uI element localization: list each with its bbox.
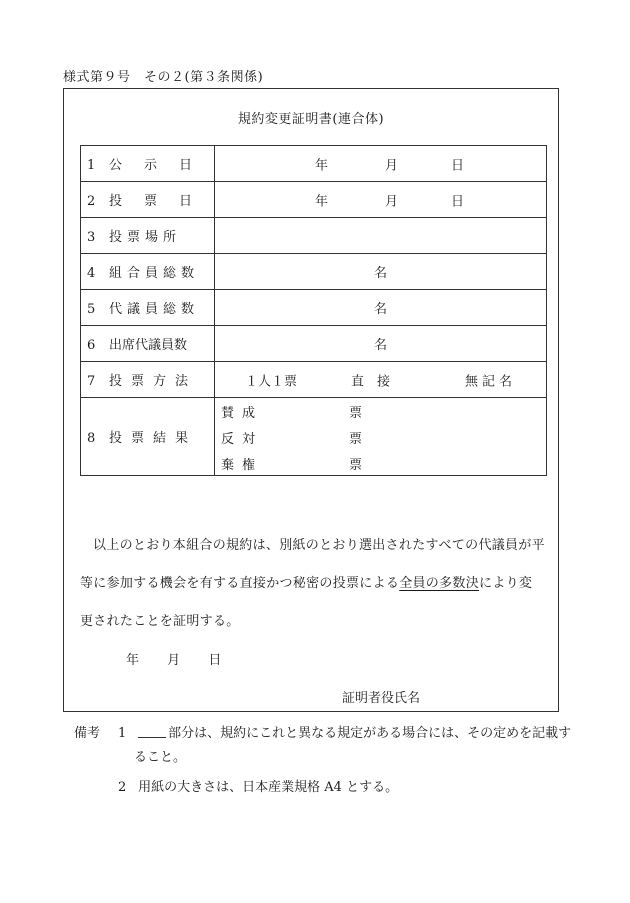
note-text: 部分は、規約にこれと異なる規定がある場合には、その定めを記載す: [168, 726, 572, 741]
certification-paragraph: [80, 527, 550, 641]
members-total-field[interactable]: [215, 254, 547, 290]
unit-label: 名: [374, 302, 388, 317]
remarks-section: [74, 722, 571, 800]
method-option: １人１票: [245, 374, 298, 389]
row-label-text: 代議員総数: [109, 302, 200, 317]
result-label: 棄権: [221, 458, 264, 473]
table-row: [81, 290, 547, 326]
form-number-label: 様式第９号 その２(第３条関係): [63, 70, 264, 85]
remarks-heading: 備考: [74, 726, 101, 741]
row-label: [81, 146, 215, 182]
paragraph-line: [80, 565, 550, 603]
paragraph-text: 等に参加する機会を有する直接かつ秘密の投票による: [80, 576, 400, 591]
month-label: 月: [167, 653, 181, 668]
table-row: [81, 326, 547, 362]
paragraph-line: 以上のとおり本組合の規約は、別紙のとおり選出されたすべての代議員が平: [93, 538, 545, 553]
table-row: [81, 362, 547, 398]
note-item: [74, 722, 571, 746]
row-number: 2: [87, 194, 96, 209]
month-label: 月: [385, 158, 399, 173]
delegates-total-field[interactable]: [215, 290, 547, 326]
row-label: [81, 290, 215, 326]
row-label-text: 投票日: [109, 194, 215, 209]
day-label: 日: [451, 194, 465, 209]
row-number: 1: [87, 158, 96, 173]
row-label: [81, 398, 215, 476]
result-line: [221, 402, 362, 421]
note-number: 2: [118, 780, 127, 795]
month-label: 月: [385, 194, 399, 209]
table-row: [81, 218, 547, 254]
row-number: 7: [87, 374, 96, 389]
method-option: 直 接: [351, 374, 391, 389]
certifier-title-name: 証明者役氏名: [342, 691, 421, 706]
day-label: 日: [451, 158, 465, 173]
day-label: 日: [208, 653, 222, 668]
row-number: 4: [87, 266, 96, 281]
row-number: 5: [87, 302, 96, 317]
row-label-text: 公示日: [109, 158, 215, 173]
voting-place-field[interactable]: [215, 218, 547, 254]
note-continuation: ること。: [134, 750, 187, 765]
note-number: 1: [118, 726, 127, 741]
underlined-phrase: 全員の多数決: [399, 576, 480, 591]
certificate-frame: [63, 88, 559, 712]
paragraph-text: により変: [479, 576, 533, 591]
row-number: 3: [87, 230, 96, 245]
year-label: 年: [315, 194, 329, 209]
result-line: [221, 428, 362, 447]
announcement-date-field[interactable]: [215, 146, 547, 182]
note-item: [74, 776, 571, 800]
row-label-text: 投票方法: [109, 374, 198, 389]
document-title: 規約変更証明書(連合体): [237, 112, 385, 127]
row-label-text: 投票場所: [109, 230, 182, 245]
row-number: 8: [87, 431, 96, 446]
result-label: 反対: [221, 432, 264, 447]
table-row: [81, 254, 547, 290]
voting-method-field: [215, 362, 547, 398]
note-text: 用紙の大きさは、日本産業規格 A4 とする。: [138, 780, 399, 795]
paragraph-line: 更されたことを証明する。: [80, 614, 240, 629]
result-line: [221, 454, 362, 473]
certificate-table: [80, 145, 547, 476]
row-number: 6: [87, 338, 96, 353]
row-label: [81, 326, 215, 362]
row-label-text: 投票結果: [109, 431, 198, 446]
certification-date[interactable]: [126, 649, 245, 668]
blank-underline: [138, 725, 166, 738]
result-unit: 票: [349, 406, 363, 421]
attending-delegates-field[interactable]: [215, 326, 547, 362]
year-label: 年: [315, 158, 329, 173]
method-option: 無記名: [465, 374, 517, 389]
table-row: [81, 146, 547, 182]
year-label: 年: [126, 653, 140, 668]
row-label: [81, 362, 215, 398]
table-row: [81, 398, 547, 476]
row-label: [81, 218, 215, 254]
unit-label: 名: [374, 338, 388, 353]
result-unit: 票: [349, 458, 363, 473]
row-label: [81, 254, 215, 290]
voting-date-field[interactable]: [215, 182, 547, 218]
result-label: 賛成: [221, 406, 264, 421]
row-label: [81, 182, 215, 218]
row-label-text: 組合員総数: [109, 266, 200, 281]
unit-label: 名: [374, 266, 388, 281]
row-label-text: 出席代議員数: [109, 338, 188, 353]
result-unit: 票: [349, 432, 363, 447]
voting-result-field[interactable]: [215, 398, 547, 476]
table-row: [81, 182, 547, 218]
